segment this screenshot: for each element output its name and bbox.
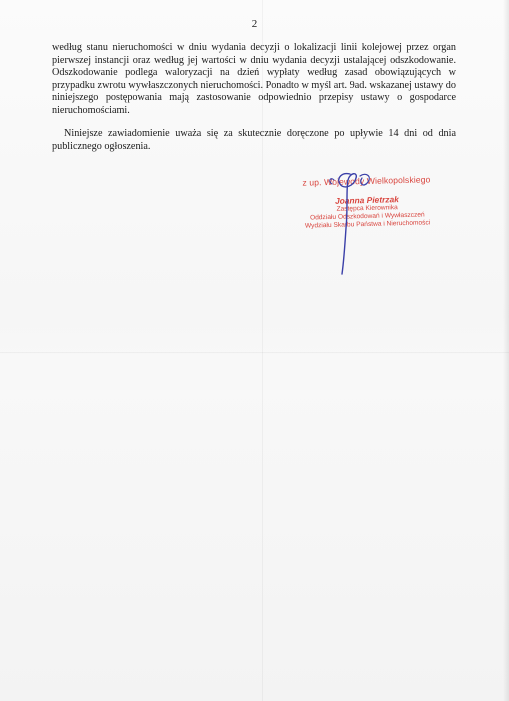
stamp-line-position: Zastępca Kierownika [336,204,398,213]
body-paragraph-2: Niniejsze zawiadomienie uważa się za skutecznie doręczone po upływie 14 dni od dnia publicznego ogłoszenia. [52,128,456,152]
page-number: 2 [251,18,258,30]
stamp-header: z up. Wojewody Wielkopolskiego [302,174,431,188]
page-edge-shadow [503,0,509,701]
signature-stroke-loop [360,174,369,185]
paper-fold-horizontal [0,352,509,354]
stamp-line-department: Oddziału Odszkodowań i Wywłaszczeń [309,211,425,222]
handwritten-signature [320,168,380,278]
signature-stroke-main [339,174,357,274]
body-paragraph-1: według stanu nieruchomości w dniu wydania decyzji o lokalizacji linii kolejowej przez organ pierwszej instancji oraz według jej wartości w dniu wydania decyzji ustalającej odszkodowanie. Odszkodowanie podlega waloryzacji na dzień wypłaty według zasad obowiązujących w przypadku zwrotu wywłaszczonych nieruchomości. Ponadto w myśl art. 9ad. wskazanej ustawy do niniejszego postępowania mają zastosowanie odpowiednio przepisy ustawy o gospodarce nieruchomościami. [52,42,456,116]
signature-stroke-hook [330,179,334,184]
stamp-official-name: Joanna Pietrzak [334,194,399,206]
stamp-line-division: Wydziału Skarbu Państwa i Nieruchomości [304,219,431,230]
